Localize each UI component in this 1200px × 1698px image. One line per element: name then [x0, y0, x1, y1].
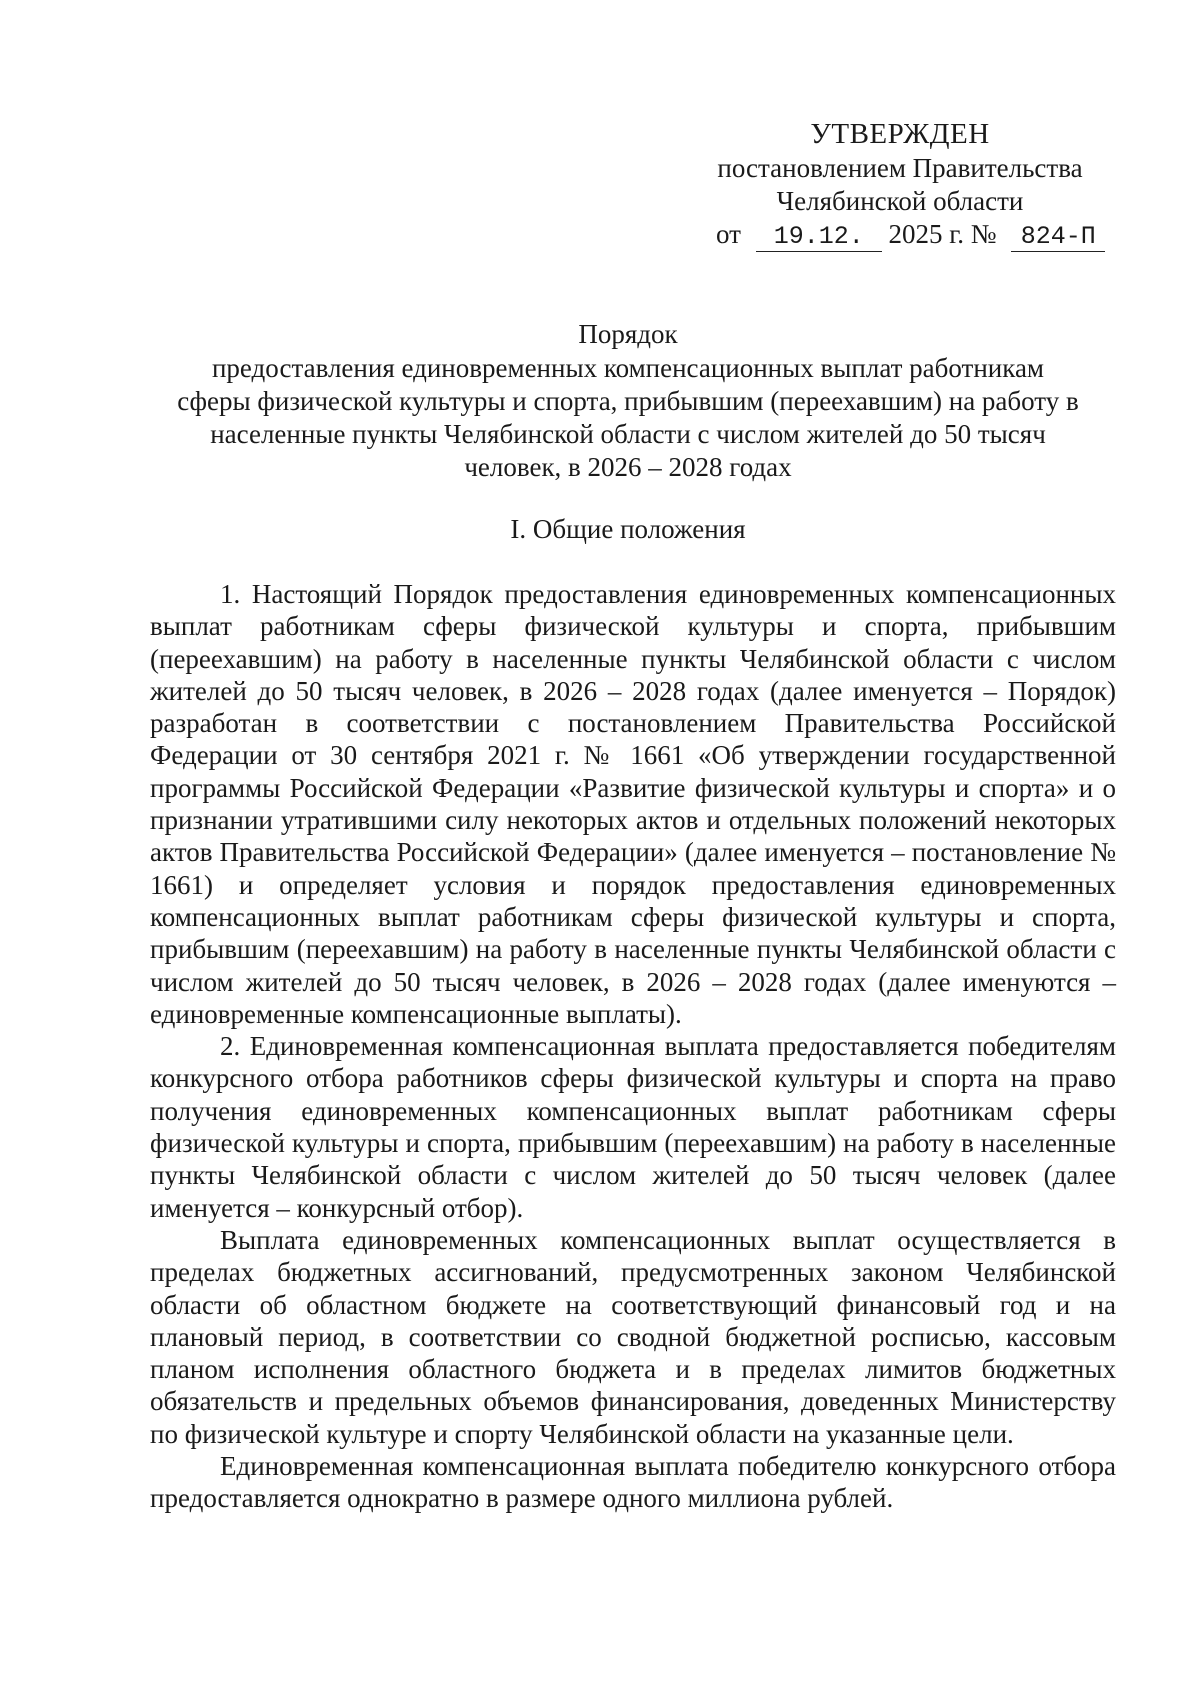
decree-year: 2025 г. № [888, 219, 997, 249]
paragraph-2: 2. Единовременная компенсационная выплата предоставляется победителям конкурсного отбора работников сферы физической культуры и спорта на право получения единовременных компенсационных выплат работникам сферы физической культуры и спорта, прибывшим (переехавшим) на работу в населенные пункты Челябинской области с числом жителей до 50 тысяч человек (далее именуется – конкурсный отбор). [150, 1031, 1116, 1223]
subtitle-line: человек, в 2026 – 2028 годах [464, 452, 792, 482]
document-title: Порядок [578, 319, 678, 349]
subtitle-line: предоставления единовременных компенсационных выплат работникам [211, 353, 1045, 383]
approval-line-2: Челябинской области [776, 186, 1024, 216]
document-body [150, 578, 1116, 1515]
decree-date: 19.12. [756, 222, 882, 252]
approval-stamp [700, 118, 1100, 218]
approval-date-line [716, 218, 1105, 252]
paragraph-4: Единовременная компенсационная выплата победителю конкурсного отбора предоставляется однократно в размере одного миллиона рублей. [150, 1451, 1116, 1514]
approval-heading: УТВЕРЖДЕН [810, 118, 990, 150]
subtitle-line: сферы физической культуры и спорта, прибывшим (переехавшим) на работу в [177, 386, 1079, 416]
approval-line-1: постановлением Правительства [717, 153, 1083, 183]
date-prefix: от [716, 219, 741, 249]
document-subtitle [140, 352, 1116, 484]
subtitle-line: населенные пункты Челябинской области с числом жителей до 50 тысяч [210, 419, 1046, 449]
decree-number: 824-П [1011, 222, 1105, 252]
paragraph-3: Выплата единовременных компенсационных выплат осуществляется в пределах бюджетных ассигнований, предусмотренных законом Челябинской области об областном бюджете на соответствующий финансовый год и на плановый период, в соответствии со сводной бюджетной росписью, кассовым планом исполнения областного бюджета и в пределах лимитов бюджетных обязательств и предельных объемов финансирования, доведенных Министерству по физической культуре и спорту Челябинской области на указанные цели. [150, 1224, 1116, 1449]
paragraph-1: 1. Настоящий Порядок предоставления единовременных компенсационных выплат работникам сферы физической культуры и спорта, прибывшим (переехавшим) на работу в населенные пункты Челябинской области с числом жителей до 50 тысяч человек, в 2026 – 2028 годах (далее именуется – Порядок) разработан в соответствии с постановлением Правительства Российской Федерации от 30 сентября 2021 г. № 1661 «Об утверждении государственной программы Российской Федерации «Развитие физической культуры и спорта» и о признании утратившими силу некоторых актов и отдельных положений некоторых актов Правительства Российской Федерации» (далее именуется – постановление № 1661) и определяет условия и порядок предоставления единовременных компенсационных выплат работникам сферы физической культуры и спорта, прибывшим (переехавшим) на работу в населенные пункты Челябинской области с числом жителей до 50 тысяч человек, в 2026 – 2028 годах (далее именуются – единовременные компенсационные выплаты). [150, 579, 1116, 1029]
section-heading: I. Общие положения [510, 514, 746, 544]
